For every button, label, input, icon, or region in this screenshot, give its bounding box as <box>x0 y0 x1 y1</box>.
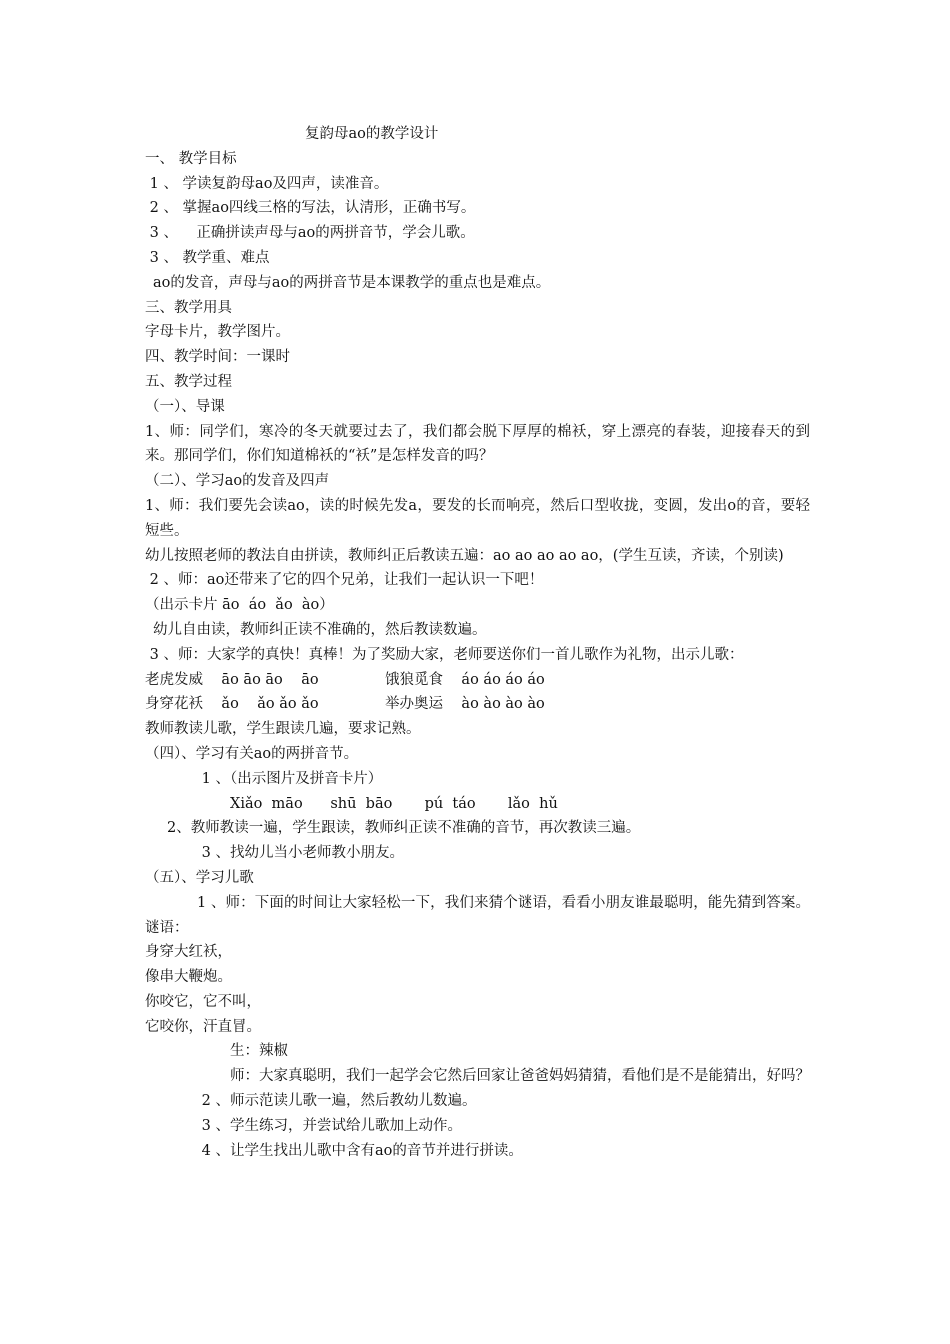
paragraph: 3 、师：大家学的真快！真棒！为了奖励大家，老师要送你们一首儿歌作为礼物，出示儿歌： <box>145 646 744 663</box>
paragraph: 1 、师：下面的时间让大家轻松一下，我们来猜个谜语，看看小朋友谁最聪明，能先猜到答案。谜语： <box>145 894 810 936</box>
paragraph: （出示卡片 āo áo ǎo ào） <box>145 597 334 614</box>
rhyme-line: 举办奥运 ào ào ào ào <box>385 696 545 713</box>
riddle-line: 身穿大红袄， <box>145 944 232 961</box>
goal-item: 2 、 掌握ao四线三格的写法，认清形，正确书写。 <box>145 200 476 217</box>
pinyin-line: Xiǎo māo shū bāo pú táo lǎo hǔ <box>230 795 558 812</box>
paragraph: 字母卡片，教学图片。 <box>145 324 290 341</box>
paragraph: 1、师：同学们，寒冷的冬天就要过去了，我们都会脱下厚厚的棉袄，穿上漂亮的春装，迎接春天的到来。那同学们，你们知道棉袄的“袄”是怎样发音的吗？ <box>145 423 810 465</box>
rhyme-row <box>145 692 810 717</box>
subsection-heading: （四）、学习有关ao的两拼音节。 <box>145 745 359 762</box>
paragraph: 2 、师：ao还带来了它的四个兄弟，让我们一起认识一下吧！ <box>145 572 544 589</box>
subsection-heading: （五）、学习儿歌 <box>145 869 254 886</box>
riddle-line: 像串大鞭炮。 <box>145 969 232 986</box>
paragraph: 教师教读儿歌，学生跟读几遍，要求记熟。 <box>145 721 421 738</box>
document-title: 复韵母ao的教学设计 <box>305 126 439 142</box>
paragraph: ao的发音，声母与ao的两拼音节是本课教学的重点也是难点。 <box>153 274 551 291</box>
riddle-line: 它咬你，汗直冒。 <box>145 1018 261 1035</box>
document-body <box>145 122 810 1163</box>
goal-item: 3 、 正确拼读声母与ao的两拼音节，学会儿歌。 <box>145 225 475 242</box>
paragraph: 2 、师示范读儿歌一遍，然后教幼儿数遍。 <box>197 1093 477 1110</box>
section-heading: 四、教学时间：一课时 <box>145 349 290 366</box>
paragraph: 3 、学生练习，并尝试给儿歌加上动作。 <box>197 1117 462 1134</box>
paragraph: 3 、找幼儿当小老师教小朋友。 <box>197 845 404 862</box>
paragraph: 师：大家真聪明，我们一起学会它然后回家让爸爸妈妈猜猜，看他们是不是能猜出，好吗？ <box>230 1068 810 1085</box>
paragraph: 幼儿按照老师的教法自由拼读，教师纠正后教读五遍：ao ao ao ao ao，(学生互读，齐读，个别读) <box>145 547 784 564</box>
rhyme-line: 饿狼觅食 áo áo áo áo <box>385 671 545 688</box>
paragraph: 幼儿自由读，教师纠正读不准确的，然后教读数遍。 <box>153 621 487 638</box>
rhyme-line: 老虎发威 āo āo āo āo <box>145 671 319 688</box>
goal-item: 1 、 学读复韵母ao及四声，读准音。 <box>145 175 389 192</box>
section-heading: 五、教学过程 <box>145 373 232 390</box>
paragraph: 1、师：我们要先会读ao，读的时候先发a，要发的长而响亮，然后口型收拢，变圆，发出o的音，要轻短些。 <box>145 497 810 539</box>
rhyme-row <box>145 668 810 693</box>
paragraph: 2、教师教读一遍，学生跟读，教师纠正读不准确的音节，再次教读三遍。 <box>167 820 641 837</box>
riddle-line: 你咬它，它不叫， <box>145 993 261 1010</box>
paragraph: 1 、（出示图片及拼音卡片） <box>197 770 383 787</box>
section-heading: 一、 教学目标 <box>145 150 237 167</box>
subsection-heading: （一）、导课 <box>145 398 225 415</box>
subsection-heading: （二）、学习ao的发音及四声 <box>145 473 330 490</box>
paragraph: 4 、让学生找出儿歌中含有ao的音节并进行拼读。 <box>197 1142 523 1159</box>
rhyme-line: 身穿花袄 ǎo ǎo ǎo ǎo <box>145 696 319 713</box>
paragraph: 生：辣椒 <box>230 1043 288 1060</box>
section-heading: 3 、 教学重、难点 <box>145 249 270 266</box>
section-heading: 三、教学用具 <box>145 299 232 316</box>
